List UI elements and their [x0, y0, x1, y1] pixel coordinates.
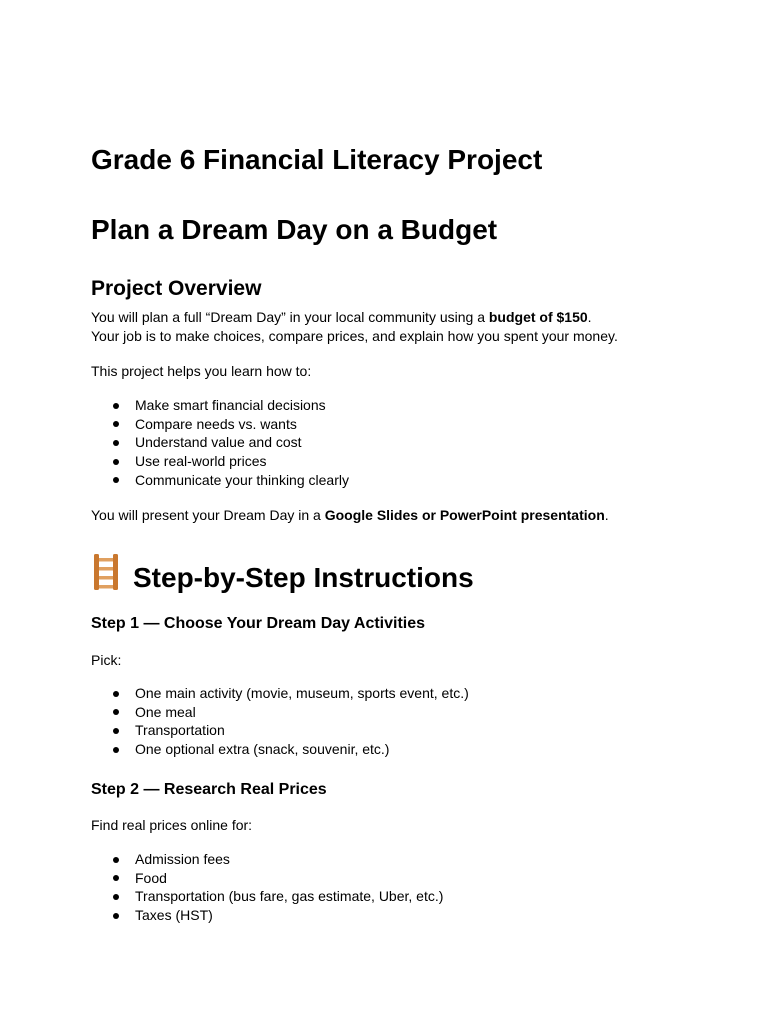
presentation-format: Google Slides or PowerPoint presentation	[324, 507, 605, 523]
bullet-icon	[113, 459, 119, 465]
list-item	[91, 869, 443, 888]
list-item	[91, 703, 469, 722]
bullet-icon	[113, 691, 119, 697]
step-1-list	[91, 684, 469, 759]
budget-amount: budget of $150	[488, 309, 588, 325]
list-item	[91, 452, 349, 471]
list-item-text: Compare needs vs. wants	[135, 415, 297, 432]
skills-list	[91, 396, 349, 489]
list-item	[91, 433, 349, 452]
overview-text: You will plan a full “Dream Day” in your local community using a	[91, 309, 489, 325]
list-item-text: Admission fees	[135, 851, 230, 867]
list-item-text: One meal	[135, 703, 196, 720]
section-heading-overview: Project Overview	[91, 277, 262, 300]
list-item	[91, 906, 443, 925]
list-item	[91, 415, 349, 434]
overview-period: .	[587, 309, 592, 325]
list-item	[91, 721, 469, 740]
list-item	[91, 850, 443, 869]
list-item-text: One main activity (movie, museum, sports event, etc.)	[135, 685, 469, 701]
bullet-icon	[113, 728, 119, 734]
ladder-icon	[91, 554, 121, 598]
list-item	[91, 396, 349, 415]
instructions-heading-text: Step-by-Step Instructions	[133, 562, 474, 593]
bullet-icon	[113, 477, 119, 483]
overview-paragraph-line-2: Your job is to make choices, compare prices, and explain how you spent your money.	[91, 328, 618, 344]
presentation-paragraph	[91, 506, 609, 525]
bullet-icon	[113, 440, 119, 446]
document-title: Grade 6 Financial Literacy Project	[91, 144, 543, 175]
step-1-heading: Step 1 — Choose Your Dream Day Activities	[91, 615, 426, 632]
step-2-heading: Step 2 — Research Real Prices	[91, 781, 327, 798]
presentation-period: .	[604, 507, 609, 523]
bullet-icon	[113, 421, 119, 427]
helps-intro: This project helps you learn how to:	[91, 363, 312, 379]
list-item-text: Communicate your thinking clearly	[135, 471, 349, 488]
overview-paragraph-line-1	[91, 308, 592, 327]
step-2-list	[91, 850, 443, 925]
list-item	[91, 887, 443, 906]
bullet-icon	[113, 747, 119, 753]
list-item-text: Food	[135, 869, 167, 886]
list-item-text: One optional extra (snack, souvenir, etc.)	[135, 741, 390, 758]
list-item-text: Transportation	[135, 722, 225, 739]
list-item-text: Use real-world prices	[135, 453, 267, 470]
list-item-text: Make smart financial decisions	[135, 397, 326, 413]
bullet-icon	[113, 913, 119, 919]
bullet-icon	[113, 875, 119, 881]
list-item-text: Taxes (HST)	[135, 907, 213, 924]
list-item	[91, 684, 469, 703]
list-item	[91, 471, 349, 490]
list-item-text: Understand value and cost	[135, 434, 302, 451]
bullet-icon	[113, 894, 119, 900]
step-1-intro: Pick:	[91, 652, 122, 668]
presentation-text: You will present your Dream Day in a	[91, 507, 325, 523]
step-2-intro: Find real prices online for:	[91, 817, 253, 833]
list-item-text: Transportation (bus fare, gas estimate, Uber, etc.)	[135, 888, 444, 905]
bullet-icon	[113, 403, 119, 409]
bullet-icon	[113, 857, 119, 863]
document-subtitle: Plan a Dream Day on a Budget	[91, 214, 498, 245]
bullet-icon	[113, 709, 119, 715]
section-heading-instructions	[91, 556, 474, 600]
list-item	[91, 740, 469, 759]
